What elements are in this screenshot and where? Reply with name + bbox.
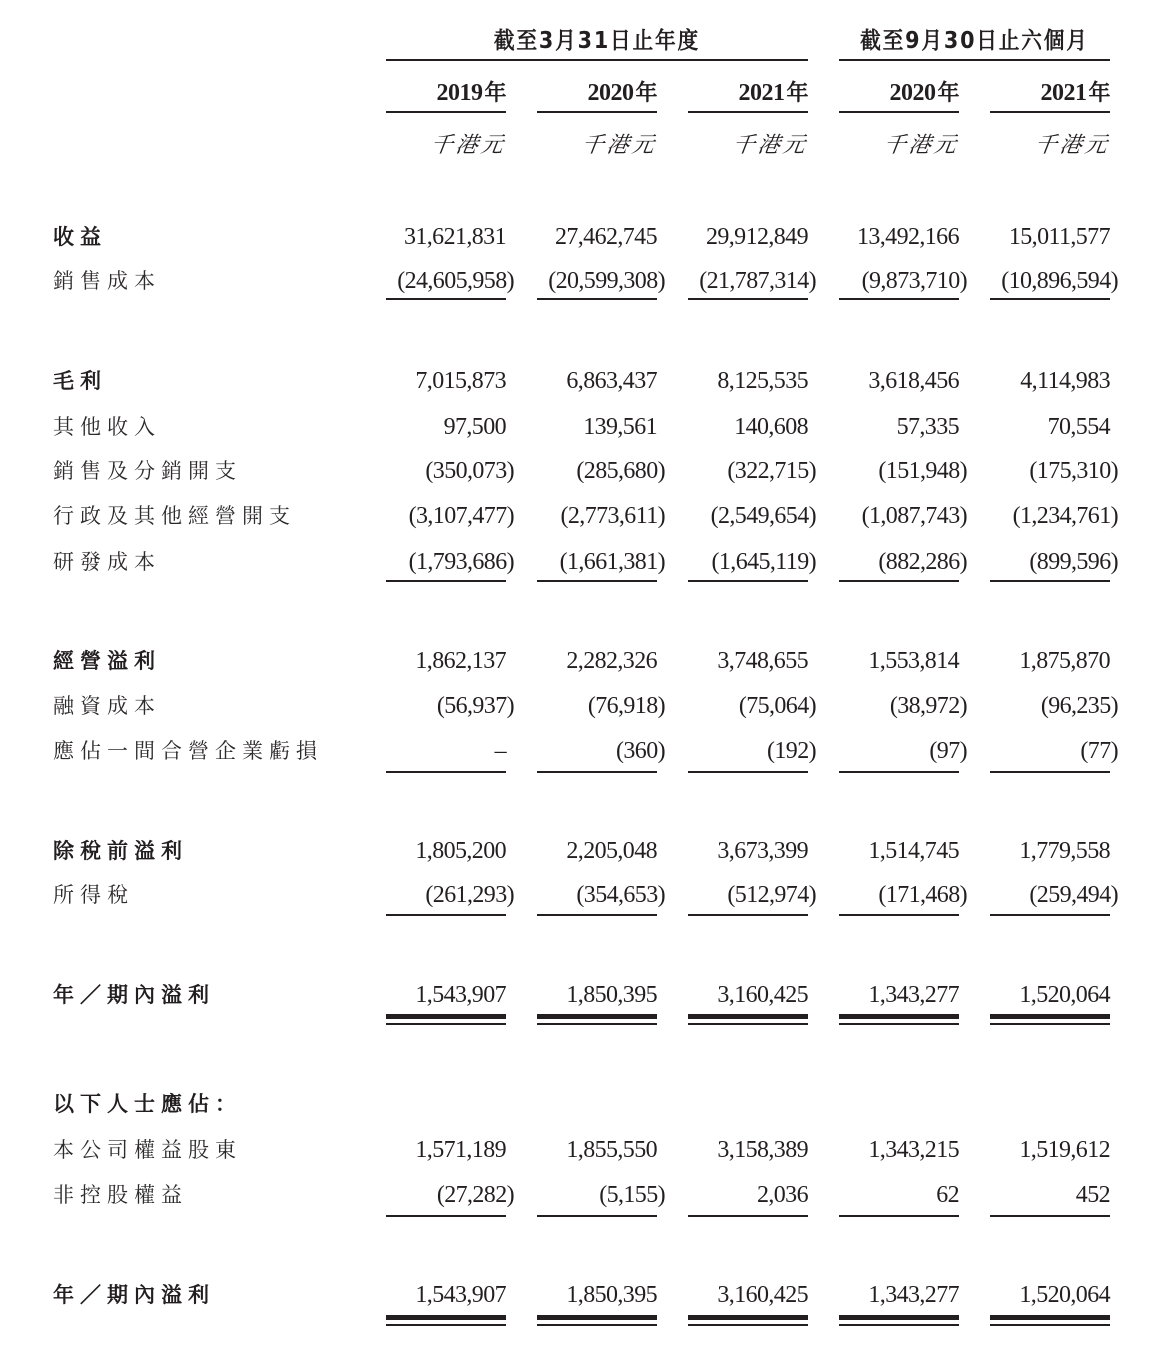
- total-rule-thick: [990, 1315, 1110, 1320]
- subtotal-rule: [386, 580, 506, 582]
- cell-value: (75,064): [738, 693, 816, 719]
- column-year-suffix: 年: [937, 81, 959, 106]
- subtotal-rule: [537, 298, 657, 300]
- cell-value: (5,155): [599, 1182, 665, 1208]
- cell-value: 29,912,849: [705, 224, 808, 250]
- cell-value: 1,543,907: [415, 982, 506, 1008]
- cell-value: 6,863,437: [566, 368, 657, 394]
- subtotal-rule: [990, 771, 1110, 773]
- subtotal-rule: [537, 1215, 657, 1217]
- subtotal-rule: [839, 771, 959, 773]
- total-rule-thin: [386, 1324, 506, 1326]
- subtotal-rule: [688, 914, 808, 916]
- cell-value: (97): [929, 738, 967, 764]
- row-label: 應佔一間合營企業虧損: [53, 739, 323, 763]
- cell-value: 70,554: [1047, 414, 1110, 440]
- cell-value: 15,011,577: [1008, 224, 1110, 250]
- cell-value: 4,114,983: [1020, 368, 1110, 394]
- column-year-suffix: 年: [484, 81, 506, 106]
- cell-value: 1,571,189: [415, 1137, 506, 1163]
- subtotal-rule: [839, 1215, 959, 1217]
- row-label: 融資成本: [53, 694, 161, 718]
- column-unit: 千港元: [1033, 133, 1112, 158]
- cell-value: 139,561: [583, 414, 657, 440]
- total-rule-thick: [537, 1014, 657, 1019]
- column-year: 2021: [738, 80, 785, 106]
- cell-value: (151,948): [878, 458, 967, 484]
- cell-value: (24,605,958): [397, 268, 514, 294]
- row-label: 年／期內溢利: [53, 1283, 215, 1307]
- cell-value: 2,282,326: [566, 648, 657, 674]
- cell-value: 1,520,064: [1019, 1282, 1110, 1308]
- cell-value: 1,862,137: [415, 648, 506, 674]
- column-header-rule: [537, 111, 657, 113]
- cell-value: 13,492,166: [856, 224, 959, 250]
- cell-value: (38,972): [889, 693, 967, 719]
- subtotal-rule: [537, 771, 657, 773]
- column-header-rule: [386, 111, 506, 113]
- cell-value: 1,850,395: [566, 982, 657, 1008]
- column-unit: 千港元: [429, 133, 508, 158]
- cell-value: (1,793,686): [408, 549, 514, 575]
- column-year-suffix: 年: [786, 81, 808, 106]
- subtotal-rule: [990, 298, 1110, 300]
- subtotal-rule: [386, 298, 506, 300]
- cell-value: 3,673,399: [717, 838, 808, 864]
- total-rule-thin: [990, 1023, 1110, 1025]
- column-year-header: [386, 76, 506, 108]
- cell-value: (322,715): [727, 458, 816, 484]
- cell-value: 3,158,389: [717, 1137, 808, 1163]
- row-label: 毛利: [53, 369, 107, 393]
- subtotal-rule: [839, 914, 959, 916]
- row-label: 本公司權益股東: [53, 1138, 242, 1162]
- cell-value: 1,514,745: [868, 838, 959, 864]
- cell-value: 8,125,535: [717, 368, 808, 394]
- column-header-rule: [990, 111, 1110, 113]
- cell-value: 1,343,277: [868, 1282, 959, 1308]
- cell-value: (76,918): [587, 693, 665, 719]
- cell-value: (354,653): [576, 882, 665, 908]
- column-unit: 千港元: [882, 133, 961, 158]
- group-rule-interim: [839, 59, 1110, 61]
- cell-value: 57,335: [896, 414, 959, 440]
- column-year-header: [990, 76, 1110, 108]
- cell-value: 1,805,200: [415, 838, 506, 864]
- column-year-header: [537, 76, 657, 108]
- row-label: 以下人士應佔：: [53, 1092, 242, 1116]
- cell-value: (1,087,743): [861, 503, 967, 529]
- cell-value: (192): [767, 738, 816, 764]
- subtotal-rule: [386, 771, 506, 773]
- subtotal-rule: [990, 580, 1110, 582]
- subtotal-rule: [386, 1215, 506, 1217]
- cell-value: (350,073): [425, 458, 514, 484]
- cell-value: 3,748,655: [717, 648, 808, 674]
- cell-value: 140,608: [734, 414, 808, 440]
- cell-value: 3,160,425: [717, 982, 808, 1008]
- total-rule-thick: [688, 1315, 808, 1320]
- column-year-suffix: 年: [635, 81, 657, 106]
- subtotal-rule: [537, 580, 657, 582]
- row-label: 銷售成本: [53, 269, 161, 293]
- cell-value: (9,873,710): [861, 268, 967, 294]
- cell-value: 3,618,456: [868, 368, 959, 394]
- cell-value: 1,553,814: [868, 648, 959, 674]
- total-rule-thick: [386, 1315, 506, 1320]
- row-label: 研發成本: [53, 550, 161, 574]
- total-rule-thin: [537, 1324, 657, 1326]
- subtotal-rule: [839, 580, 959, 582]
- cell-value: (1,645,119): [711, 549, 816, 575]
- cell-value: 31,621,831: [403, 224, 506, 250]
- subtotal-rule: [990, 1215, 1110, 1217]
- total-rule-thin: [688, 1324, 808, 1326]
- total-rule-thick: [537, 1315, 657, 1320]
- subtotal-rule: [688, 298, 808, 300]
- column-year-suffix: 年: [1088, 81, 1110, 106]
- total-rule-thin: [839, 1324, 959, 1326]
- cell-value: 97,500: [443, 414, 506, 440]
- row-label: 除稅前溢利: [53, 839, 188, 863]
- group-header-annual: 截至3月31日止年度: [493, 28, 701, 54]
- cell-value: 2,036: [756, 1182, 808, 1208]
- subtotal-rule: [688, 771, 808, 773]
- total-rule-thin: [688, 1023, 808, 1025]
- cell-value: 1,779,558: [1019, 838, 1110, 864]
- column-year: 2020: [889, 80, 936, 106]
- column-year: 2019: [436, 80, 483, 106]
- cell-value: (360): [616, 738, 665, 764]
- cell-value: 1,850,395: [566, 1282, 657, 1308]
- column-header-rule: [839, 111, 959, 113]
- cell-value: 1,543,907: [415, 1282, 506, 1308]
- column-unit: 千港元: [580, 133, 659, 158]
- subtotal-rule: [839, 298, 959, 300]
- cell-value: 1,520,064: [1019, 982, 1110, 1008]
- cell-value: (27,282): [436, 1182, 514, 1208]
- group-header-interim: 截至9月30日止六個月: [860, 28, 1089, 54]
- cell-value: (512,974): [727, 882, 816, 908]
- cell-value: (171,468): [878, 882, 967, 908]
- cell-value: 1,855,550: [566, 1137, 657, 1163]
- total-rule-thin: [839, 1023, 959, 1025]
- total-rule-thin: [537, 1023, 657, 1025]
- total-rule-thick: [386, 1014, 506, 1019]
- cell-value: –: [494, 738, 506, 764]
- row-label: 經營溢利: [53, 649, 161, 673]
- row-label: 銷售及分銷開支: [53, 459, 242, 483]
- cell-value: (261,293): [425, 882, 514, 908]
- total-rule-thick: [839, 1315, 959, 1320]
- subtotal-rule: [386, 914, 506, 916]
- cell-value: (21,787,314): [699, 268, 816, 294]
- cell-value: 1,343,215: [868, 1137, 959, 1163]
- column-year-header: [688, 76, 808, 108]
- column-year: 2020: [587, 80, 634, 106]
- row-label: 行政及其他經營開支: [53, 504, 296, 528]
- cell-value: (20,599,308): [548, 268, 665, 294]
- cell-value: 1,519,612: [1019, 1137, 1110, 1163]
- row-label: 非控股權益: [53, 1183, 188, 1207]
- total-rule-thin: [990, 1324, 1110, 1326]
- cell-value: (1,661,381): [559, 549, 665, 575]
- cell-value: (56,937): [436, 693, 514, 719]
- group-rule-annual: [386, 59, 808, 61]
- cell-value: (899,596): [1029, 549, 1118, 575]
- cell-value: (175,310): [1029, 458, 1118, 484]
- cell-value: 27,462,745: [554, 224, 657, 250]
- row-label: 年／期內溢利: [53, 983, 215, 1007]
- cell-value: (96,235): [1040, 693, 1118, 719]
- row-label: 其他收入: [53, 415, 161, 439]
- cell-value: (2,549,654): [710, 503, 816, 529]
- subtotal-rule: [688, 580, 808, 582]
- cell-value: (2,773,611): [560, 503, 665, 529]
- total-rule-thick: [839, 1014, 959, 1019]
- cell-value: 3,160,425: [717, 1282, 808, 1308]
- row-label: 收益: [53, 225, 107, 249]
- cell-value: 7,015,873: [415, 368, 506, 394]
- cell-value: 62: [936, 1182, 959, 1208]
- cell-value: (285,680): [576, 458, 665, 484]
- column-year: 2021: [1040, 80, 1087, 106]
- row-label: 所得稅: [53, 883, 134, 907]
- cell-value: (77): [1080, 738, 1118, 764]
- column-header-rule: [688, 111, 808, 113]
- cell-value: (1,234,761): [1012, 503, 1118, 529]
- total-rule-thin: [386, 1023, 506, 1025]
- cell-value: (259,494): [1029, 882, 1118, 908]
- subtotal-rule: [990, 914, 1110, 916]
- cell-value: (882,286): [878, 549, 967, 575]
- cell-value: 1,875,870: [1019, 648, 1110, 674]
- cell-value: (3,107,477): [408, 503, 514, 529]
- subtotal-rule: [688, 1215, 808, 1217]
- cell-value: 2,205,048: [566, 838, 657, 864]
- total-rule-thick: [990, 1014, 1110, 1019]
- subtotal-rule: [537, 914, 657, 916]
- cell-value: 1,343,277: [868, 982, 959, 1008]
- column-unit: 千港元: [731, 133, 810, 158]
- cell-value: 452: [1075, 1182, 1110, 1208]
- column-year-header: [839, 76, 959, 108]
- total-rule-thick: [688, 1014, 808, 1019]
- cell-value: (10,896,594): [1001, 268, 1118, 294]
